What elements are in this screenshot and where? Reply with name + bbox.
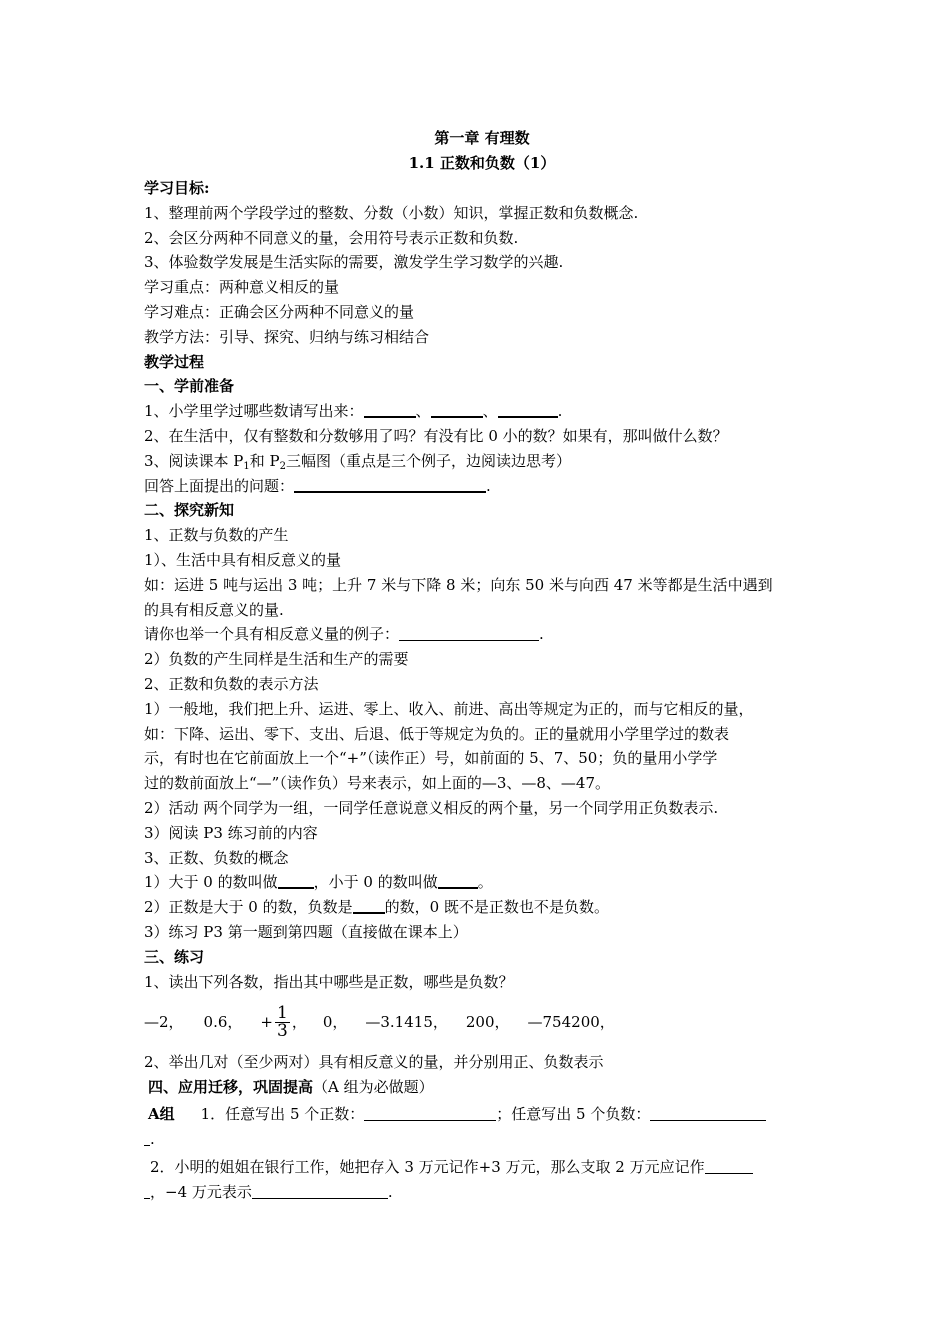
answer-blank[interactable] xyxy=(431,401,483,418)
section-3-heading: 三、练习 xyxy=(144,947,205,966)
text-line: 3、正数、负数的概念 xyxy=(144,848,289,867)
group-a-q1-continued: . xyxy=(144,1127,820,1152)
text-line: 示，有时也在它前面放上一个“+”（读作正）号，如前面的 5、7、50；负的量用小学学 xyxy=(144,749,718,768)
section-1-heading: 一、学前准备 xyxy=(144,377,235,396)
fraction-one-third: $\frac{1}{3}$ xyxy=(276,1002,288,1041)
process-heading: 教学过程 xyxy=(144,352,205,371)
section-4-heading: 四、应用迁移，巩固提高（A 组为必做题） xyxy=(148,1078,434,1097)
text-line: 2、举出几对（至少两对）具有相反意义的量，并分别用正、负数表示 xyxy=(144,1053,604,1072)
objective-item: 2、会区分两种不同意义的量，会用符号表示正数和负数. xyxy=(144,228,519,247)
answer-blank[interactable] xyxy=(399,625,539,641)
text-line: 如：下降、运出、零下、支出、后退、低于等规定为负的。正的量就用小学里学过的数表 xyxy=(144,724,730,743)
chapter-title: 第一章 有理数 xyxy=(434,129,530,147)
text-line: 3）练习 P3 第一题到第四题（直接做在课本上） xyxy=(144,922,468,941)
answer-blank[interactable] xyxy=(278,872,314,889)
question-1: 1、小学里学过哪些数请写出来： 、 、 . xyxy=(144,402,563,421)
answer-blank[interactable] xyxy=(353,897,385,914)
concept-line-2: 2）正数是大于 0 的数，负数是 的数，0 既不是正数也不是负数。 xyxy=(144,898,609,917)
text-line: 2）活动 两个同学为一组，一同学任意说意义相反的两个量，另一个同学用正负数表示. xyxy=(144,798,719,817)
answer-blank[interactable] xyxy=(650,1105,766,1121)
text-line: 2、正数和负数的表示方法 xyxy=(144,674,319,693)
text-line: 如：运进 5 吨与运出 3 吨；上升 7 米与下降 8 米；向东 50 米与向西 47 米等都是生活中遇到 xyxy=(144,575,773,594)
answer-blank[interactable] xyxy=(364,1105,496,1121)
objectives-heading: 学习目标: xyxy=(144,179,210,197)
concept-line-1: 1）大于 0 的数叫做 ，小于 0 的数叫做 。 xyxy=(144,873,493,892)
question-2: 2、在生活中，仅有整数和分数够用了吗？有没有比 0 小的数？如果有，那叫做什么数？ xyxy=(144,426,728,445)
answer-line: 回答上面提出的问题： . xyxy=(144,476,491,495)
text-line: 3）阅读 P3 练习前的内容 xyxy=(144,823,318,842)
objective-item: 3、体验数学发展是生活实际的需要，激发学生学习数学的兴趣. xyxy=(144,253,564,272)
text-line: 1）一般地，我们把上升、运进、零上、收入、前进、高出等规定为正的，而与它相反的量， xyxy=(144,699,754,718)
text-line: 1）、生活中具有相反意义的量 xyxy=(144,550,342,569)
text-line: 1、正数与负数的产生 xyxy=(144,526,289,545)
objective-item: 1、整理前两个学段学过的整数、分数（小数）知识，掌握正数和负数概念. xyxy=(144,203,639,222)
section-2-heading: 二、探究新知 xyxy=(144,501,235,520)
key-point: 学习重点：两种意义相反的量 xyxy=(144,278,340,297)
answer-blank[interactable] xyxy=(252,1183,388,1199)
answer-blank[interactable] xyxy=(438,872,478,889)
text-line: 2）负数的产生同样是生活和生产的需要 xyxy=(144,650,409,669)
difficulty: 学习难点：正确会区分两种不同意义的量 xyxy=(144,302,415,321)
group-a-q2: 2．小明的姐姐在银行工作，她把存入 3 万元记作+3 万元，那么支取 2 万元应记作 xyxy=(144,1155,820,1180)
section-title: 1.1 正数和负数（1） xyxy=(408,154,556,172)
group-a-q2-continued: ，−4 万元表示 . xyxy=(144,1180,820,1205)
teaching-method: 教学方法：引导、探究、归纳与练习相结合 xyxy=(144,327,430,346)
answer-blank[interactable] xyxy=(498,401,558,418)
answer-blank[interactable] xyxy=(364,401,416,418)
answer-blank[interactable] xyxy=(705,1158,753,1174)
example-line: 请你也举一个具有相反意义量的例子： . xyxy=(144,625,544,644)
text-line: 的具有相反意义的量. xyxy=(144,600,284,619)
question-3: 3、阅读课本 $P_1$和 $P_2$三幅图（重点是三个例子，边阅读边思考） xyxy=(144,451,572,472)
group-a-q1: A组 1．任意写出 5 个正数： ；任意写出 5 个负数： xyxy=(144,1102,820,1127)
answer-blank[interactable] xyxy=(294,476,486,493)
number-list: —2， 0.6， + $\frac{1}{3}$ ， 0， —3.1415， 200， —754200， xyxy=(144,1002,615,1041)
text-line: 过的数前面放上“—”（读作负）号来表示，如上面的—3、—8、—47。 xyxy=(144,774,611,793)
text-line: 1、读出下列各数，指出其中哪些是正数，哪些是负数？ xyxy=(144,972,514,991)
